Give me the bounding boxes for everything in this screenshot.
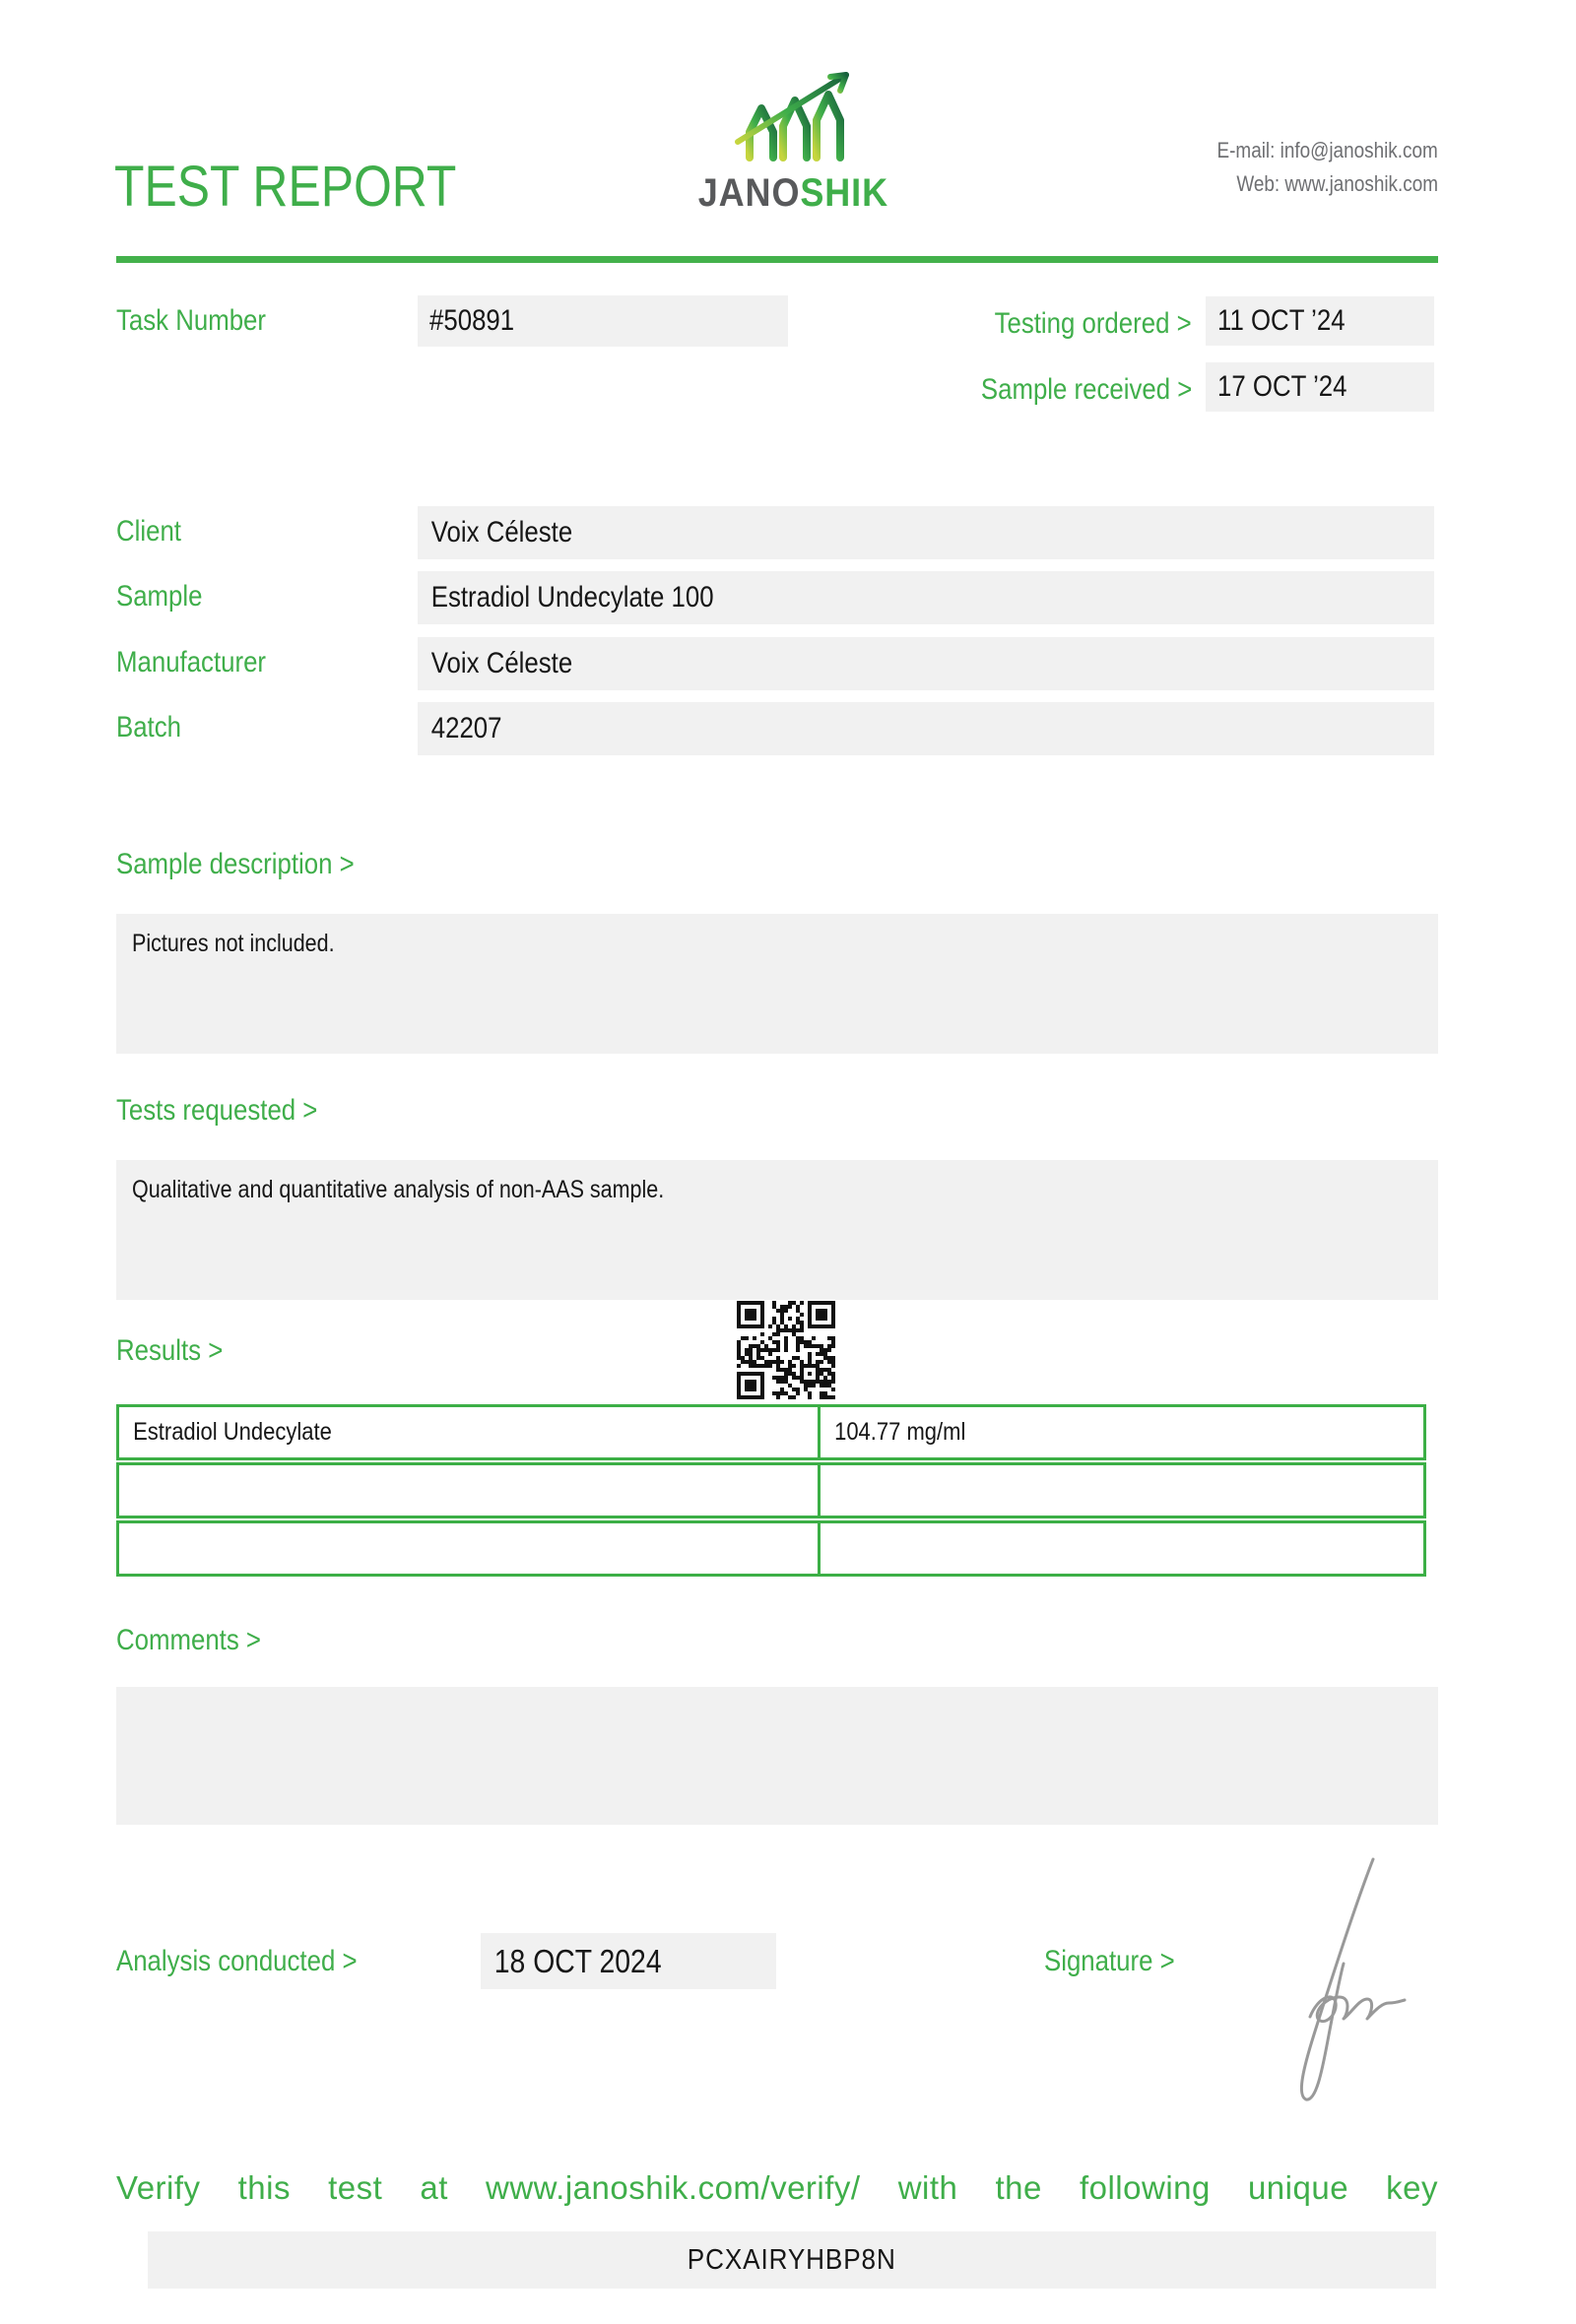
signature-image — [1253, 1847, 1411, 2123]
signature-main-stroke — [1301, 1859, 1373, 2099]
task-number-value-box — [418, 295, 788, 347]
sample-description-heading: Sample description > — [116, 848, 355, 880]
comments-text — [116, 1687, 1438, 1733]
batch-label: Batch — [116, 711, 181, 743]
sample-received-label: Sample received > — [980, 373, 1192, 406]
manufacturer-value: Voix Céleste — [430, 647, 573, 679]
tests-requested-box — [116, 1160, 1438, 1300]
janoshik-logo-icon — [728, 67, 858, 165]
testing-ordered-label: Testing ordered > — [994, 307, 1192, 340]
logo-arrow — [738, 75, 846, 142]
tests-requested-text: Qualitative and quantitative analysis of non-AAS sample. — [132, 1176, 665, 1203]
client-value-box — [418, 506, 1434, 559]
sample-description-text: Pictures not included. — [132, 930, 335, 957]
analyte-name: Estradiol Undecylate — [133, 1418, 332, 1446]
janoshik-logo — [680, 67, 906, 214]
page-title-text: TEST REPORT — [114, 155, 457, 219]
result-cell — [821, 1465, 1423, 1516]
result-cell — [821, 1407, 1423, 1457]
sample-value-box — [418, 571, 1434, 624]
logo-jano-text: JANO — [697, 171, 801, 215]
page-title — [114, 155, 512, 219]
logo-shik-text: SHIK — [800, 171, 888, 215]
batch-value: 42207 — [430, 712, 502, 744]
sample-description-box — [116, 914, 1438, 1054]
task-number-value: #50891 — [429, 304, 515, 337]
qr-code — [737, 1301, 835, 1399]
analysis-date: 18 OCT 2024 — [493, 1943, 662, 1979]
analysis-date-box — [481, 1933, 776, 1989]
client-label: Client — [116, 515, 181, 548]
analysis-conducted-label: Analysis conducted > — [116, 1945, 358, 1977]
contact-email: E-mail: info@janoshik.com — [1216, 138, 1438, 162]
sample-received-value-box — [1206, 362, 1434, 412]
header-divider — [116, 256, 1438, 263]
sample-received-date: 17 OCT ’24 — [1217, 370, 1347, 403]
result-value: 104.77 mg/ml — [834, 1418, 966, 1446]
batch-value-box — [418, 702, 1434, 755]
manufacturer-label: Manufacturer — [116, 646, 267, 678]
analyte-cell — [119, 1523, 821, 1574]
client-value: Voix Céleste — [430, 516, 573, 549]
tests-requested-heading: Tests requested > — [116, 1094, 318, 1127]
results-heading: Results > — [116, 1334, 224, 1367]
logo-peak-3 — [817, 95, 840, 158]
sample-label: Sample — [116, 580, 203, 613]
comments-box — [116, 1687, 1438, 1825]
task-number-label: Task Number — [116, 304, 266, 337]
logo-wordmark — [680, 172, 906, 214]
analyte-cell — [119, 1465, 821, 1516]
verify-key-box — [148, 2231, 1436, 2289]
sample-value: Estradiol Undecylate 100 — [430, 581, 714, 613]
table-row — [116, 1404, 1426, 1460]
testing-ordered-date: 11 OCT ’24 — [1217, 304, 1346, 337]
manufacturer-value-box — [418, 637, 1434, 690]
result-cell — [821, 1523, 1423, 1574]
contact-block — [1181, 134, 1438, 201]
contact-web: Web: www.janoshik.com — [1236, 171, 1438, 196]
verify-instruction: Verify this test at www.janoshik.com/verify/ with the following unique key — [116, 2169, 1438, 2206]
table-row — [116, 1462, 1426, 1518]
results-table — [116, 1404, 1426, 1579]
table-row — [116, 1520, 1426, 1577]
comments-heading: Comments > — [116, 1624, 261, 1656]
testing-ordered-value-box — [1206, 296, 1434, 346]
signature-label: Signature > — [1044, 1945, 1175, 1977]
analyte-cell — [119, 1407, 821, 1457]
verify-key: PCXAIRYHBP8N — [688, 2244, 896, 2276]
